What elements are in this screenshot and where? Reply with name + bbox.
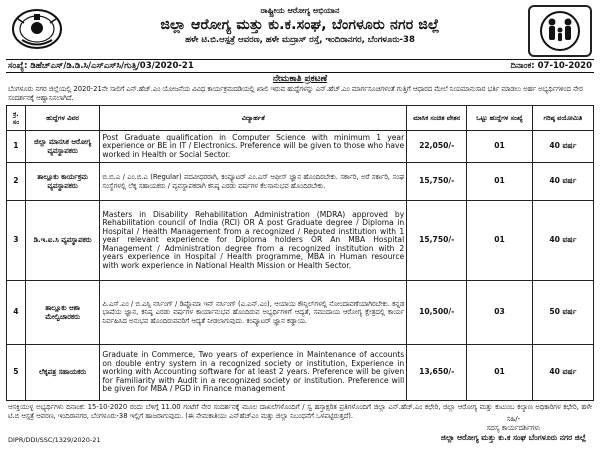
cell-vacancies: 01: [467, 131, 533, 163]
header-sl: ಕ್ರ. ಸಂ: [7, 106, 26, 131]
notice-title: ನೇಮಕಾತಿ ಪ್ರಕಟಣೆ: [272, 74, 328, 84]
header-salary: ಮಾಸಿಕ ಸಂಚಿತ ವೇತನ: [407, 106, 467, 131]
notice-date: ದಿನಾಂಕ: 07-10-2020: [510, 61, 592, 71]
header-age: ಗರಿಷ್ಠ ವಯೋಮಿತಿ: [532, 106, 593, 131]
cell-qualification: Graduate in Commerce, Two years of experience in Maintenance of accounts on double entry system in a recognized society or institution, Experience in working with Accounting software for at least 2 years. Preference will be given for Familiarity with Audit in a recognized society or institution. Preference will be given for MBA / PGD in Finance management: [100, 345, 407, 401]
reference-number: ಸಂಖ್ಯೆ: ಡಿಹೆಚ್‌ಎಸ್/ಡಿ.ಡಿ.ಸಿ/ಎಸ್‌ಎಸ್‌ಸಿ/ಗುತ್ತಿ/03/2020-21: [8, 61, 194, 71]
cell-age: 40 ವರ್ಷ: [532, 201, 593, 281]
cell-age: 40 ವರ್ಷ: [532, 163, 593, 201]
cell-post: ಡಿ.ಇ.ಐ.ಸಿ ವ್ಯವಸ್ಥಾಪಕರು: [25, 201, 99, 281]
footer-paragraph: ಆಸಕ್ತಿಯುಳ್ಳ ಅಭ್ಯರ್ಥಿಗಳು ದಿನಾಂಕ: 15-10-2020 ರಂದು ಬೆಳಿಗ್ಗೆ 11.00 ಗಂಟೆಗೆ ನೇರ ಸಂದರ್ಶನಕ್ಕೆ ಮೂಲ ದಾಖಲೆಗಳೊಂದಿಗೆ / ಸ್ವ ಹಸ್ತಾಕ್ಷರಿತ ಪ್ರತಿಗಳೊಂದಿಗೆ ಜಿಲ್ಲಾ ಎನ್.ಹೆಚ್.ಎಂ ಕಛೇರಿ, ಜಿಲ್ಲಾ ಆರೋಗ್ಯ ಮತ್ತು ಕುಟುಂಬ ಕಲ್ಯಾಣ ಅಧಿಕಾರಿಗಳ ಕಛೇರಿ, ಹಳೇ ಟಿ.ಬಿ ಆಸ್ಪತ್ರೆ ಆವರಣ, ಇಂದಿರಾನಗರ, ಬೆಂಗಳೂರು-38 ಇಲ್ಲಿಗೆ ಹಾಜರಾಗುವುದು. (ಈ ನೇಮಕಾತಿಯು ಎನ್‌ಹೆಚ್‌ಎಂ ಮತ್ತು ಜಿಲ್ಲಾ ನಿಬಂಧನೆಗೆ ಒಳಪಟ್ಟಿರುತ್ತದೆ).: [8, 403, 592, 420]
signatory-office: ಜಿಲ್ಲಾ ಆರೋಗ್ಯ ಮತ್ತು ಕು.ಕ ಸಂಘ ಬೆಂಗಳೂರು ನಗರ ಜಿಲ್ಲೆ: [440, 433, 586, 442]
cell-sl: 5: [7, 345, 26, 401]
letterhead: [6, 3, 594, 59]
cell-vacancies: 01: [467, 201, 533, 281]
table-row: [7, 281, 594, 345]
cell-sl: 3: [7, 201, 26, 281]
cell-sl: 2: [7, 163, 26, 201]
table-row: [7, 201, 594, 281]
dipr-document-number: DIPR/DDI/SSC/1329/2020-21: [8, 436, 101, 444]
vacancy-table: [6, 105, 594, 401]
header-post: ಹುದ್ದೆಗಳ ವಿವರ: [25, 106, 99, 131]
cell-qualification: Masters in Disability Rehabilitation Administration (MDRA) approved by Rehabilitation council of India (RCI) OR A post Graduate degree / Diploma in Hospital / Health Management from a recognized / Reputed institution with 1 year relevant experience for Diploma holders OR An MBA Hospital Management / Administration degree from a recognized institution with 2 years experience in Hospital / Health programme, MBA in Human resource with work experience in National Health Mission or Health Sector.: [100, 201, 407, 281]
table-header-row: [7, 106, 594, 131]
cell-qualification: Post Graduate qualification in Computer Science with minimum 1 year experience or BE in IT / Electronics. Preference will be given to those who have worked in Health or Social Sector.: [100, 131, 407, 163]
cell-vacancies: 03: [467, 281, 533, 345]
cell-post: ತಾಲ್ಲೂಕು ಆಶಾ ಮೇಲ್ವಿಚಾರಕರು: [25, 281, 99, 345]
cell-vacancies: 01: [467, 163, 533, 201]
cell-salary: 15,750/-: [407, 163, 467, 201]
cell-qualification: ಬಿ.ಬಿ.ಎ / ಎಂ.ಬಿ.ಎ (Regular) ಪದವೀಧರರಾಗಿ, ಕಂಪ್ಯೂಟರ್ ಎಂ.ಎಸ್ ಆಫೀಸ್ ಜ್ಞಾನ ಹೊಂದಿರಬೇಕು. ಸರ್ಕಾರಿ, ಅರೆ ಸರ್ಕಾರಿ, ಸಂಘ ಸಂಸ್ಥೆಗಳಲ್ಲಿ ಲೆಕ್ಕ ಸಹಾಯಕರು / ವ್ಯವಸ್ಥಾಪಕರಾಗಿ ಕನಿಷ್ಠ ಎರಡು ವರ್ಷಗಳ ಕೆಲಸಾನುಭವ ಹೊಂದಿರಬೇಕು.: [100, 163, 407, 201]
karnataka-emblem-icon: [8, 7, 66, 53]
cell-qualification: ಪಿ.ಎಸ್.ಎಂ / ಬಿ.ಎಸ್ಸಿ ನರ್ಸಿಂಗ್ / ಡಿಪ್ಲೊಮಾ ಇನ್ ನರ್ಸಿಂಗ್ (ಎ.ಎನ್.ಎಂ), ಆಯಾಯ ಕೌನ್ಸಿಲ್‌ಗಳಲ್ಲಿ ನೋಂದಾವಣೆಯಾಗಿರಬೇಕು. ಕನ್ನಡ ಭಾಷೆಯ ಜ್ಞಾನ, ಕನಿಷ್ಠ ಎರಡು ವರ್ಷಗಳ ಕಾರ್ಯಾನುಭವ ಹೊಂದಿರುವ ಅಭ್ಯರ್ಥಿಗಳಿಗೆ ಆದ್ಯತೆ, ಸಮುದಾಯ ಆರೋಗ್ಯ ಕ್ಷೇತ್ರದಲ್ಲಿ ಕಾರ್ಯ ನಿರ್ವಹಿಸಿದ ಅನುಭವ ಹೊಂದಿರುವವರಿಗೆ ಆದ್ಯತೆ ನೀಡಲಾಗುವುದು. ಕಂಪ್ಯೂಟರ್ ಜ್ಞಾನ ಕಡ್ಡಾಯ.: [100, 281, 407, 345]
cell-sl: 1: [7, 131, 26, 163]
cell-post: ತಾಲ್ಲೂಕು ಕಾರ್ಯಕ್ರಮ ವ್ಯವಸ್ಥಾಪಕರು: [25, 163, 99, 201]
intro-paragraph: ಬೆಂಗಳೂರು ನಗರ ಜಿಲ್ಲೆಯಲ್ಲಿ 2020-21ನೇ ಸಾಲಿಗೆ ಎನ್.ಹೆಚ್.ಎಂ ಯೋಜನೆಯ ವಿವಿಧ ಕಾರ್ಯಕ್ರಮದಡಿಯಲ್ಲಿ ಖಾಲಿ ಇರುವ ಹುದ್ದೆಗಳನ್ನು ಎನ್.ಹೆಚ್.ಎಂ ಮಾರ್ಗಸೂಚಿಗಳಂತೆ ಗುತ್ತಿಗೆ ಆಧಾರದ ಮೇಲೆ ನಿಯಮಾನುಸಾರ ಭರ್ತಿ ಮಾಡಲು ಅರ್ಹ ಅಭ್ಯರ್ಥಿಗಳಿಂದ ನೇರ ಸಂದರ್ಶನಕ್ಕೆ ಆಹ್ವಾನಿಸಲಾಗಿದೆ.: [8, 85, 583, 102]
table-row: [7, 345, 594, 401]
reference-row: [6, 59, 594, 73]
signature-block: [441, 415, 586, 442]
cell-sl: 4: [7, 281, 26, 345]
cell-salary: 15,750/-: [407, 201, 467, 281]
cell-salary: 13,650/-: [407, 345, 467, 401]
cell-age: 50 ವರ್ಷ: [532, 281, 593, 345]
header-society-name: ಜಿಲ್ಲಾ ಆರೋಗ್ಯ ಮತ್ತು ಕು.ಕ.ಸಂಘ, ಬೆಂಗಳೂರು ನಗರ ಜಿಲ್ಲೆ: [160, 17, 440, 33]
header-mission-name: ರಾಷ್ಟ್ರೀಯ ಆರೋಗ್ಯ ಅಭಿಯಾನ: [260, 6, 340, 15]
cell-post: ಲೆಕ್ಕಪತ್ರ ಸಹಾಯಕರು: [25, 345, 99, 401]
signatory-title: ಸದಸ್ಯ ಕಾರ್ಯದರ್ಶಿಗಳು: [486, 424, 541, 432]
table-row: [7, 131, 594, 163]
header-address: ಹಳೇ ಟಿ.ಬಿ.ಆಸ್ಪತ್ರೆ ಆವರಣ, ಹಳೇ ಮದ್ರಾಸ್ ರಸ್ತೆ, ಇಂದಿರಾನಗರ, ಬೆಂಗಳೂರು-38: [185, 35, 415, 45]
cell-salary: 22,050/-: [407, 131, 467, 163]
header-qualification: ವಿದ್ಯಾರ್ಹತೆ: [100, 106, 407, 131]
cell-vacancies: 01: [467, 345, 533, 401]
signed-mark: ಸಹಿ/-: [506, 415, 521, 423]
nhm-family-logo-icon: [528, 5, 592, 57]
cell-salary: 10,500/-: [407, 281, 467, 345]
table-row: [7, 163, 594, 201]
cell-post: ಜಿಲ್ಲಾ ಮಾನಸಿಕ ಆರೋಗ್ಯ ವ್ಯವಸ್ಥಾಪಕರು: [25, 131, 99, 163]
header-vacancies: ಒಟ್ಟು ಹುದ್ದೆಗಳ ಸಂಖ್ಯೆ: [467, 106, 533, 131]
cell-age: 40 ವರ್ಷ: [532, 131, 593, 163]
cell-age: 40 ವರ್ಷ: [532, 345, 593, 401]
